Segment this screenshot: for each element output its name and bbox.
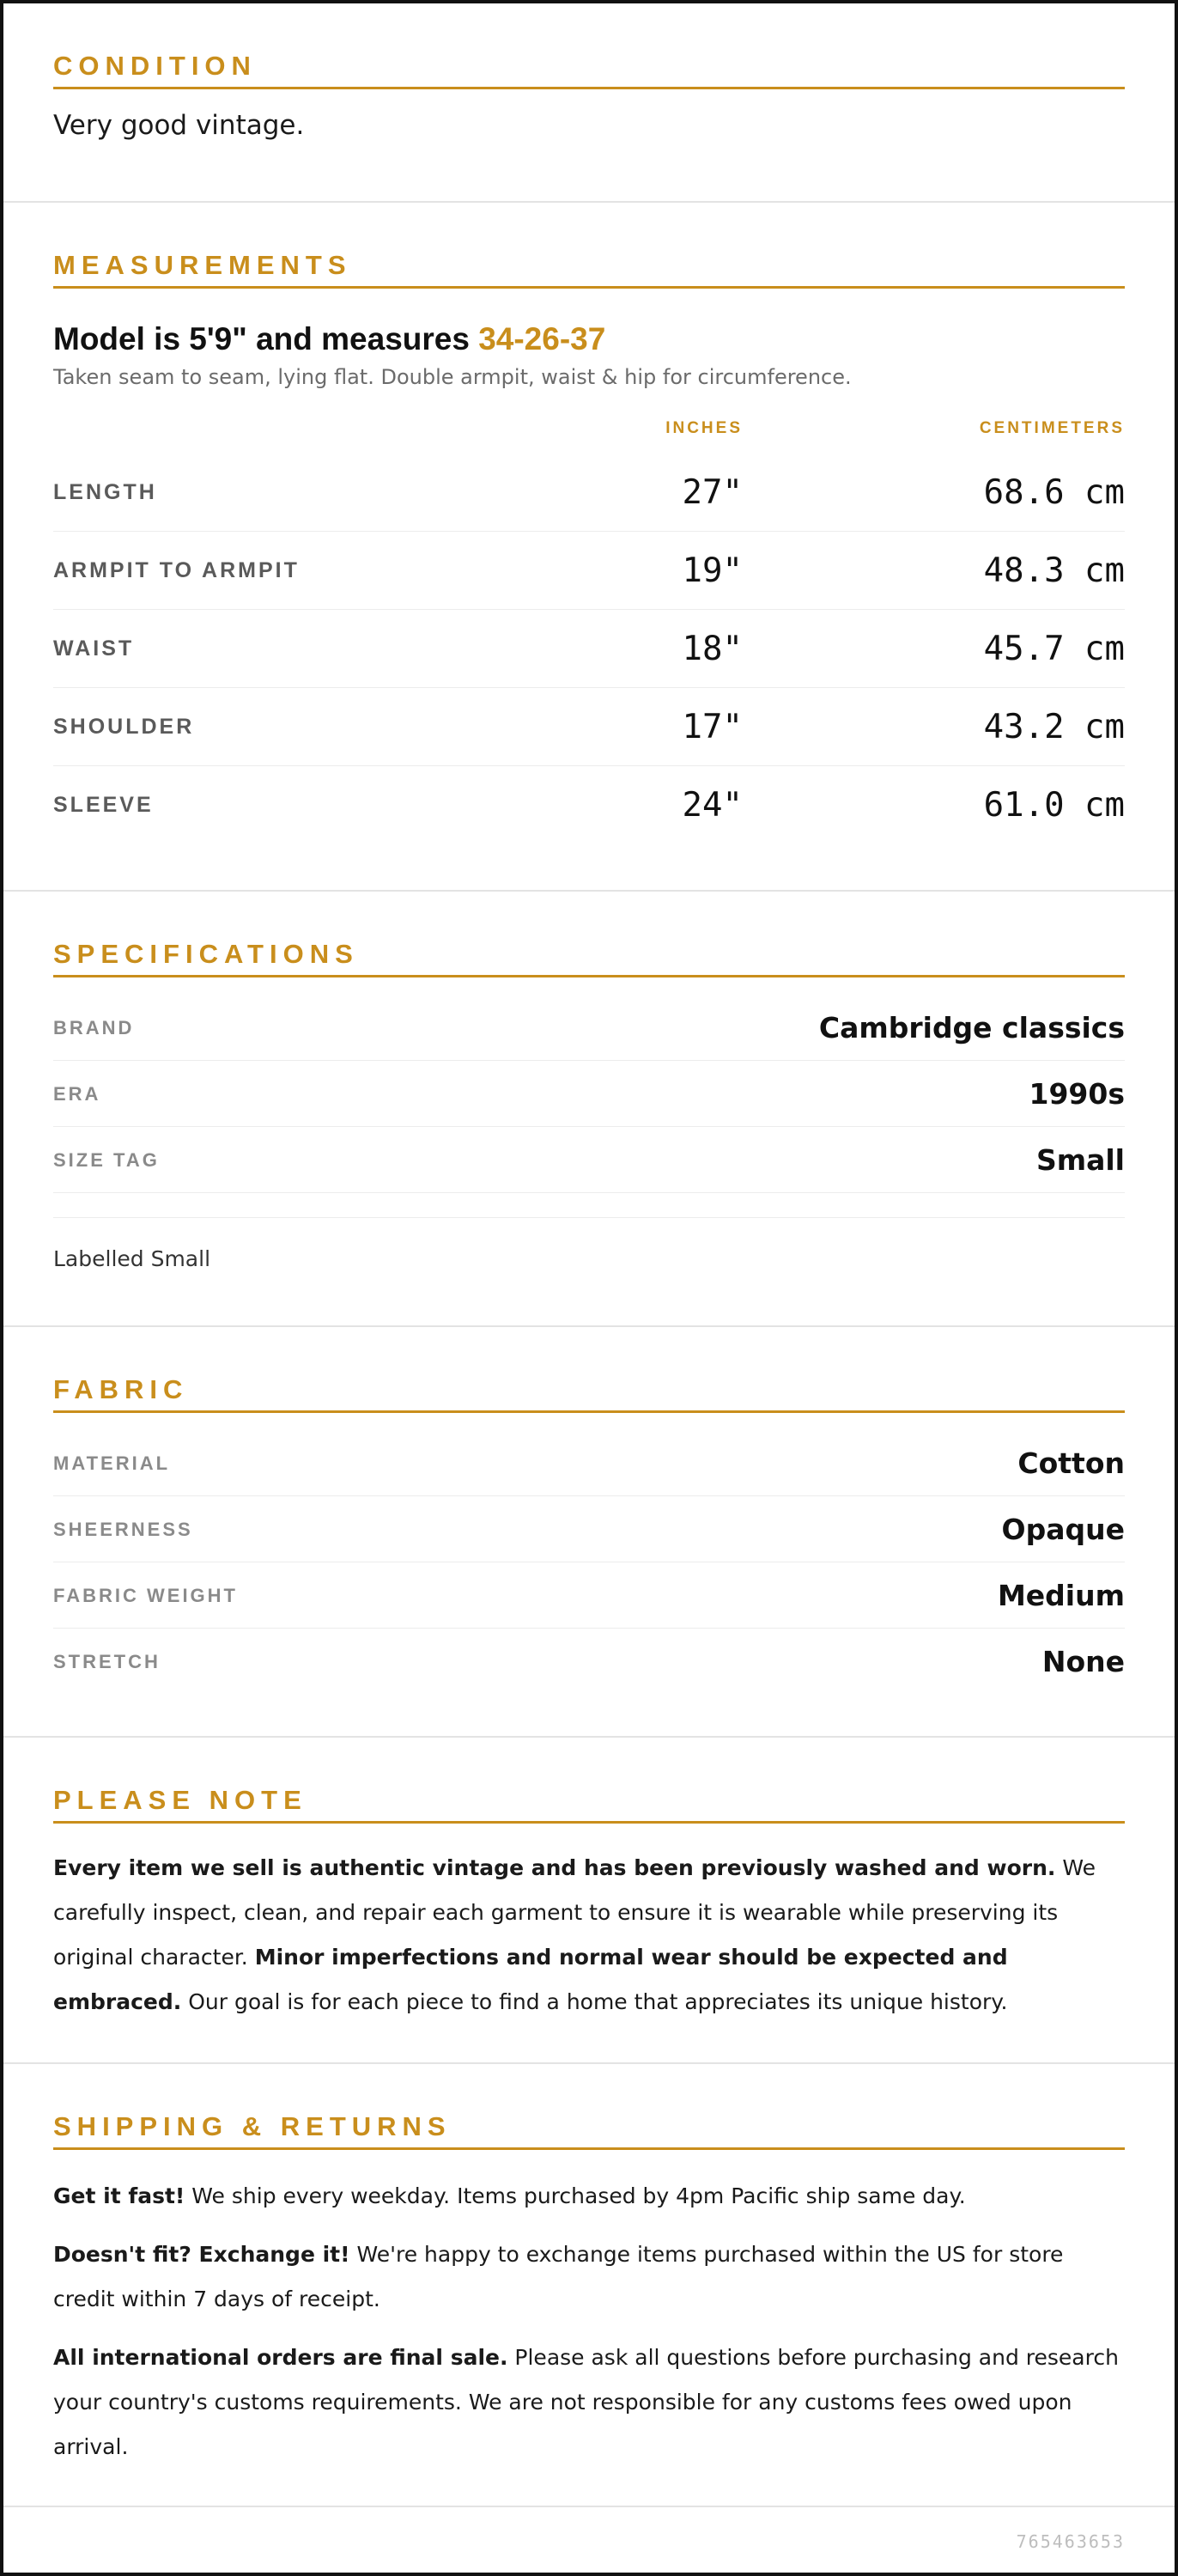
fabric-row-material [53, 1430, 1125, 1496]
spec-row-era [53, 1061, 1125, 1127]
measurement-table-header [53, 400, 1125, 454]
note-bold-2: Minor imperfections and normal wear should be expected and embraced. [53, 1945, 1008, 2014]
measurement-inches: 27" [682, 473, 743, 512]
shipping-paragraph-international [53, 2335, 1125, 2469]
measurement-cm: 61.0 cm [983, 786, 1125, 825]
condition-heading: CONDITION [53, 43, 1125, 89]
spec-key: BRAND [53, 1017, 135, 1038]
specifications-heading: SPECIFICATIONS [53, 931, 1125, 977]
measurement-label: ARMPIT TO ARMPIT [53, 558, 300, 582]
measurement-note: Taken seam to seam, lying flat. Double armpit, waist & hip for circumference. [53, 365, 852, 389]
fabric-key: FABRIC WEIGHT [53, 1585, 238, 1606]
condition-text: Very good vintage. [53, 110, 305, 141]
measurement-inches: 18" [682, 630, 743, 668]
fabric-key: STRETCH [53, 1651, 161, 1672]
measurement-table [53, 454, 1125, 844]
shipping-paragraph-exchange [53, 2232, 1125, 2322]
measurement-inches: 24" [682, 786, 743, 825]
measurement-row [53, 766, 1125, 844]
product-id: 765463653 [1016, 2531, 1125, 2552]
measurement-cm: 43.2 cm [983, 708, 1125, 746]
footer [3, 2507, 1175, 2576]
specifications-list [53, 995, 1125, 1193]
spec-value: Cambridge classics [818, 1011, 1125, 1044]
fabric-value: Medium [997, 1579, 1125, 1612]
column-inches: INCHES [665, 419, 743, 437]
fabric-value: None [1041, 1645, 1125, 1678]
please-note-heading: PLEASE NOTE [53, 1777, 1125, 1824]
measurement-row [53, 454, 1125, 532]
measurement-cm: 45.7 cm [983, 630, 1125, 668]
measurement-row [53, 688, 1125, 766]
measurement-inches: 17" [682, 708, 743, 746]
column-centimeters: CENTIMETERS [979, 419, 1125, 437]
measurement-row [53, 610, 1125, 688]
shipping-bold-2: Doesn't fit? Exchange it! [53, 2242, 350, 2267]
fabric-heading: FABRIC [53, 1367, 1125, 1413]
fabric-value: Cotton [1017, 1446, 1125, 1480]
fabric-key: SHEERNESS [53, 1519, 193, 1540]
measurement-label: WAIST [53, 636, 135, 661]
measurements-heading: MEASUREMENTS [53, 242, 1125, 289]
fabric-row-weight [53, 1562, 1125, 1629]
fabric-row-stretch [53, 1629, 1125, 1695]
measurement-inches: 19" [682, 551, 743, 590]
please-note-text [53, 1846, 1125, 2025]
shipping-returns-section [3, 2064, 1175, 2507]
measurement-cm: 48.3 cm [983, 551, 1125, 590]
model-prefix: Model is 5'9" and measures [53, 321, 470, 356]
shipping-text-2: We're happy to exchange items purchased within the US for store credit within 7 days of receipt. [53, 2242, 1064, 2311]
shipping-paragraph-fast [53, 2174, 1125, 2219]
model-measures-value: 34-26-37 [478, 321, 606, 356]
shipping-bold-1: Get it fast! [53, 2183, 185, 2208]
specifications-section [3, 892, 1175, 1327]
measurement-row [53, 532, 1125, 610]
spec-row-brand [53, 995, 1125, 1061]
note-text-2: Our goal is for each piece to find a home that appreciates its unique history. [181, 1989, 1008, 2014]
please-note-section [3, 1738, 1175, 2064]
spec-key: ERA [53, 1083, 101, 1105]
shipping-text-1: We ship every weekday. Items purchased by 4pm Pacific ship same day. [185, 2183, 966, 2208]
condition-section [3, 3, 1175, 203]
spec-row-size-tag [53, 1127, 1125, 1193]
fabric-list [53, 1430, 1125, 1695]
spec-value: Small [1035, 1143, 1125, 1177]
fabric-row-sheerness [53, 1496, 1125, 1562]
fabric-section [3, 1327, 1175, 1738]
spec-key: SIZE TAG [53, 1149, 160, 1171]
size-note: Labelled Small [53, 1246, 211, 1271]
measurement-label: SLEEVE [53, 793, 154, 817]
fabric-value: Opaque [1001, 1513, 1125, 1546]
measurements-section [3, 203, 1175, 892]
note-bold-1: Every item we sell is authentic vintage and has been previously washed and worn. [53, 1855, 1056, 1880]
measurement-cm: 68.6 cm [983, 473, 1125, 512]
spec-value: 1990s [1029, 1077, 1125, 1111]
spec-note-container [53, 1217, 1125, 1275]
model-measurements [53, 320, 1125, 359]
measurement-label: SHOULDER [53, 715, 195, 739]
shipping-heading: SHIPPING & RETURNS [53, 2104, 1125, 2150]
note-text-1: We carefully inspect, clean, and repair each garment to ensure it is wearable while preserving its original character. [53, 1855, 1096, 1970]
measurement-label: LENGTH [53, 480, 157, 504]
shipping-bold-3: All international orders are final sale. [53, 2345, 508, 2370]
fabric-key: MATERIAL [53, 1452, 171, 1474]
shipping-text-3: Please ask all questions before purchasing and research your country's customs requirements. We are not responsible for any customs fees owed upon arrival. [53, 2345, 1119, 2459]
